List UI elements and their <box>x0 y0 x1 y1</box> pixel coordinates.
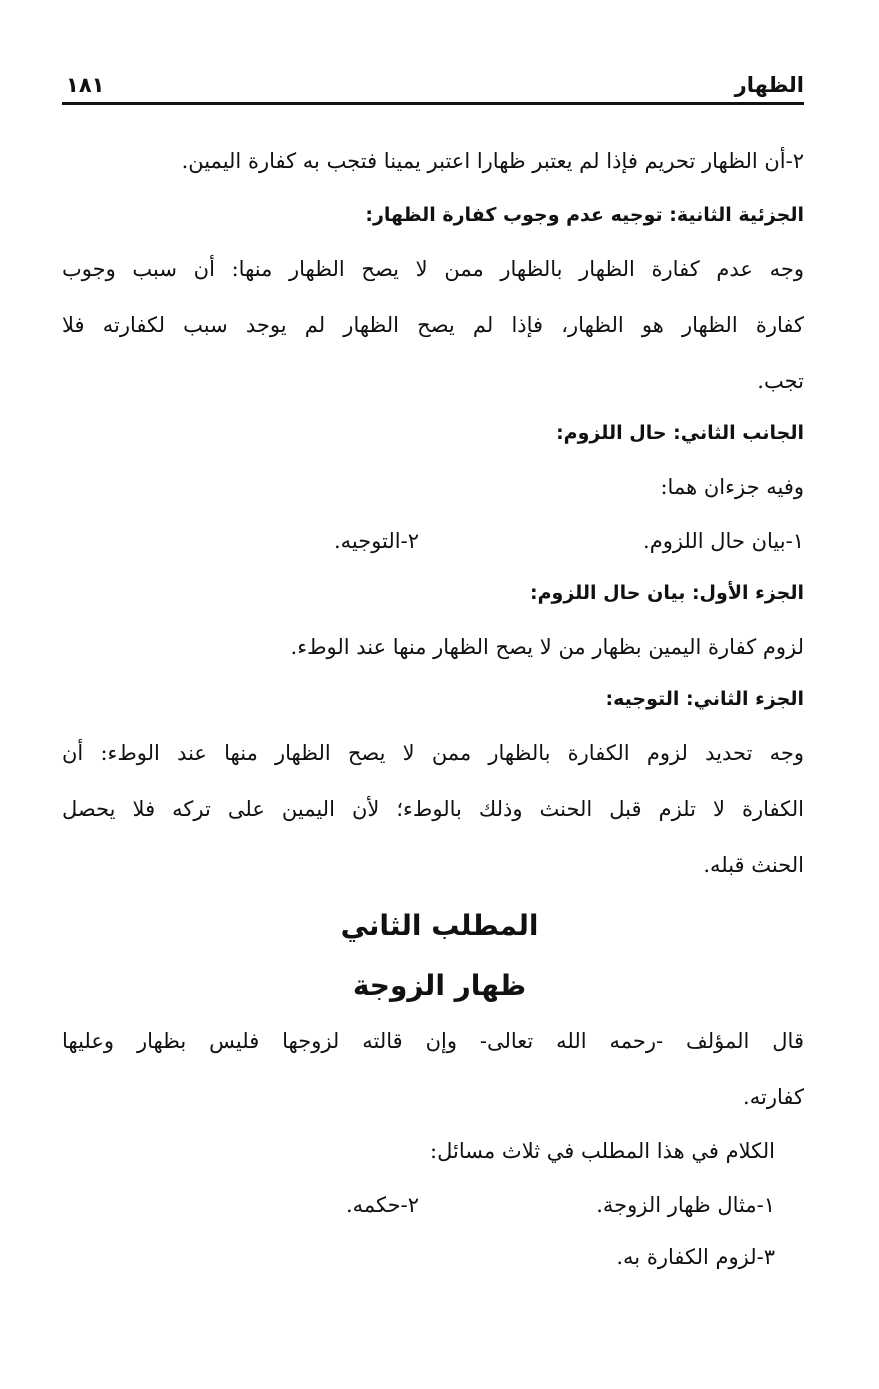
list-item: ٢-حكمه. <box>345 1193 419 1217</box>
paragraph-line: وجه تحديد لزوم الكفارة بالظهار ممن لا يصح الظهار منها عند الوطء: أن <box>62 741 804 765</box>
subheading-second-part-justification: الجزء الثاني: التوجيه: <box>605 688 804 710</box>
list-item: ٢-التوجيه. <box>333 529 419 553</box>
paragraph-line: قال المؤلف -رحمه الله تعالى- وإن قالته لزوجها فليس بظهار وعليها <box>62 1029 804 1053</box>
list-item: ١-مثال ظهار الزوجة. <box>596 1193 775 1217</box>
paragraph-line: وجه عدم كفارة الظهار بالظهار ممن لا يصح الظهار منها: أن سبب وجوب <box>62 257 804 281</box>
paragraph-line: تجب. <box>757 369 804 393</box>
ruling-text: لزوم كفارة اليمين بظهار من لا يصح الظهار منها عند الوطء. <box>290 635 804 659</box>
list-item: ١-بيان حال اللزوم. <box>643 529 804 553</box>
chapter-title: الظهار <box>734 73 804 97</box>
paragraph-line: كفارته. <box>743 1085 804 1109</box>
running-header <box>62 68 804 102</box>
paragraph-line: الكفارة لا تلزم قبل الحنث وذلك بالوطء؛ لأن اليمين على تركه فلا يحصل <box>62 797 804 821</box>
issues-intro: الكلام في هذا المطلب في ثلاث مسائل: <box>430 1139 775 1163</box>
subheading-second-part: الجزئية الثانية: توجيه عدم وجوب كفارة الظهار: <box>365 204 804 226</box>
list-item: ٣-لزوم الكفارة به. <box>616 1245 775 1269</box>
section-subtitle: ظهار الزوجة <box>352 969 527 1002</box>
page-number: ١٨١ <box>66 73 105 97</box>
paragraph-line: كفارة الظهار هو الظهار، فإذا لم يصح الظهار لم يوجد سبب لكفارته فلا <box>62 313 804 337</box>
parts-intro: وفيه جزءان هما: <box>660 475 804 499</box>
point-two-text: ٢-أن الظهار تحريم فإذا لم يعتبر ظهارا اعتبر يمينا فتجب به كفارة اليمين. <box>181 149 804 173</box>
subheading-second-side: الجانب الثاني: حال اللزوم: <box>556 422 804 444</box>
subheading-first-part: الجزء الأول: بيان حال اللزوم: <box>530 582 804 604</box>
section-title: المطلب الثاني <box>340 909 539 942</box>
paragraph-line: الحنث قبله. <box>703 853 804 877</box>
header-rule <box>62 102 804 105</box>
